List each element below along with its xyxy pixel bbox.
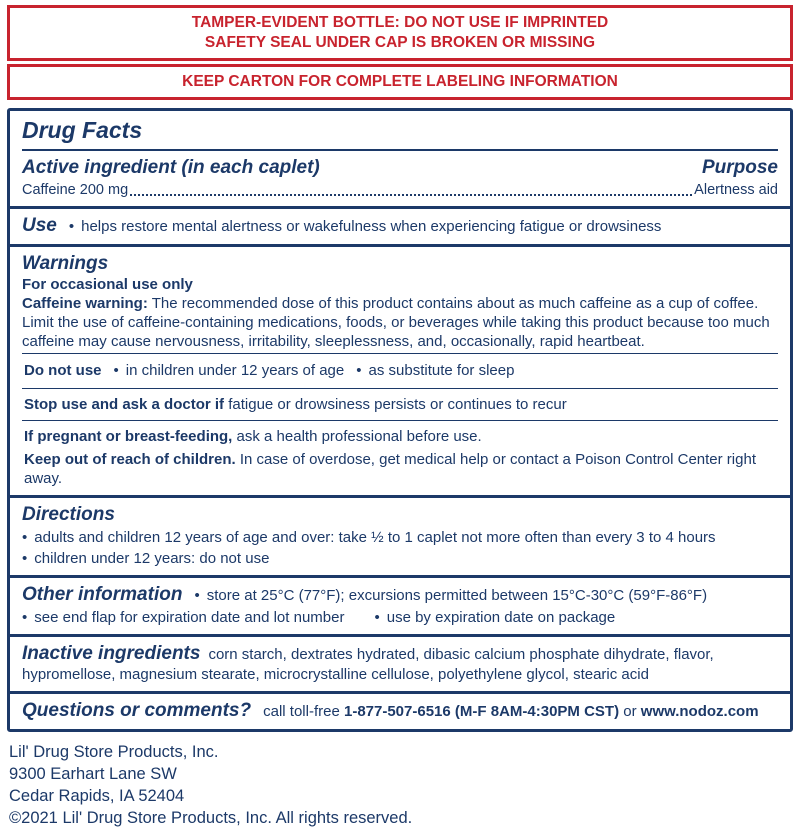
tamper-evident-notice — [7, 5, 793, 61]
directions-bullet-1: • adults and children 12 years of age and over: take ½ to 1 caplet not more often than every 3 to 4 hours — [22, 528, 716, 547]
questions-call-text — [263, 702, 758, 721]
stop-use-label: Stop use and ask a doctor if — [24, 396, 225, 413]
dotted-leader — [130, 194, 692, 196]
keep-carton-line: KEEP CARTON FOR COMPLETE LABELING INFORMATION — [182, 73, 618, 90]
copyright-line: ©2021 Lil' Drug Store Products, Inc. All rights reserved. — [9, 809, 413, 827]
active-ingredient-heading: Active ingredient (in each caplet) — [22, 157, 320, 178]
caffeine-warning-text: The recommended dose of this product contains about as much caffeine as a cup of coffee. Limit the use of caffeine-containing medications, foods, or beverages while taking this product because too much caffeine may cause nervousness, irritability, sleeplessness, and, occasionally, rapid heartbeat. — [22, 295, 770, 350]
ingredient-name: Caffeine 200 mg — [22, 182, 129, 198]
other-info-bullet-2: • see end flap for expiration date and lot number — [22, 608, 344, 627]
call-toll-free-text: call toll-free — [263, 703, 340, 720]
drug-facts-panel — [7, 108, 793, 732]
keep-out-text: In case of overdose, get medical help or contact a Poison Control Center right away. — [24, 451, 756, 487]
section-other-information — [20, 578, 780, 634]
pregnancy-label: If pregnant or breast-feeding, — [24, 428, 233, 445]
stop-use-text: fatigue or drowsiness persists or continues to recur — [228, 396, 567, 413]
section-directions — [20, 498, 780, 575]
use-heading: Use — [22, 215, 57, 236]
other-information-heading: Other information — [22, 584, 183, 605]
section-use — [20, 209, 780, 244]
use-bullet: • helps restore mental alertness or wakefulness when experiencing fatigue or drowsiness — [69, 217, 662, 236]
pregnancy-text: ask a health professional before use. — [236, 428, 482, 445]
caffeine-warning — [22, 294, 778, 351]
section-warnings — [20, 247, 780, 495]
other-info-bullet-1: • store at 25°C (77°F); excursions permitted between 15°C-30°C (59°F-86°F) — [194, 586, 707, 605]
divider — [22, 420, 778, 421]
active-ingredient-row — [22, 181, 778, 199]
questions-heading: Questions or comments? — [22, 700, 252, 721]
other-info-bullet-3: • use by expiration date on package — [374, 608, 615, 627]
divider — [22, 388, 778, 389]
or-text: or — [623, 703, 637, 720]
directions-heading: Directions — [22, 504, 115, 525]
manufacturer-footer — [7, 741, 793, 829]
company-address-line1: 9300 Earhart Lane SW — [9, 765, 177, 783]
website-url: www.nodoz.com — [640, 703, 759, 720]
phone-number: 1-877-507-6516 — [343, 703, 451, 720]
inactive-ingredients-heading: Inactive ingredients — [22, 643, 201, 664]
inactive-ingredients-text: corn starch, dextrates hydrated, dibasic calcium phosphate dihydrate, flavor, hypromellose, magnesium stearate, microcrystalline cellulose, polyethylene glycol, stearic acid — [22, 646, 714, 683]
do-not-use-bullet-2: • as substitute for sleep — [356, 361, 514, 380]
tamper-notice-line2: SAFETY SEAL UNDER CAP IS BROKEN OR MISSING — [204, 34, 596, 51]
call-hours: (M-F 8AM-4:30PM CST) — [454, 703, 620, 720]
warnings-heading: Warnings — [22, 253, 109, 274]
pregnancy-row — [22, 423, 778, 450]
ingredient-purpose: Alertness aid — [694, 182, 778, 198]
occasional-use-label: For occasional use only — [22, 276, 193, 293]
section-active-ingredient — [20, 151, 780, 206]
other-info-row-2 — [22, 608, 778, 627]
occasional-use-text — [22, 275, 778, 294]
keep-out-label: Keep out of reach of children. — [24, 451, 236, 468]
drug-facts-title: Drug Facts — [22, 117, 143, 143]
section-inactive-ingredients — [20, 637, 780, 691]
tamper-notice-line1: TAMPER-EVIDENT BOTTLE: DO NOT USE IF IMPRINTED — [191, 14, 609, 31]
company-name: Lil' Drug Store Products, Inc. — [9, 743, 219, 761]
divider — [22, 353, 778, 354]
do-not-use-row — [22, 356, 778, 386]
purpose-heading: Purpose — [701, 157, 778, 178]
keep-carton-notice — [7, 64, 793, 100]
stop-use-row — [22, 391, 778, 418]
do-not-use-label: Do not use — [24, 362, 102, 379]
directions-bullet-2: • children under 12 years: do not use — [22, 549, 269, 568]
section-questions — [20, 694, 780, 729]
do-not-use-bullet-1: • in children under 12 years of age — [114, 361, 345, 380]
keep-out-row — [22, 450, 778, 488]
caffeine-warning-label: Caffeine warning: — [22, 295, 148, 312]
company-address-line2: Cedar Rapids, IA 52404 — [9, 787, 185, 805]
